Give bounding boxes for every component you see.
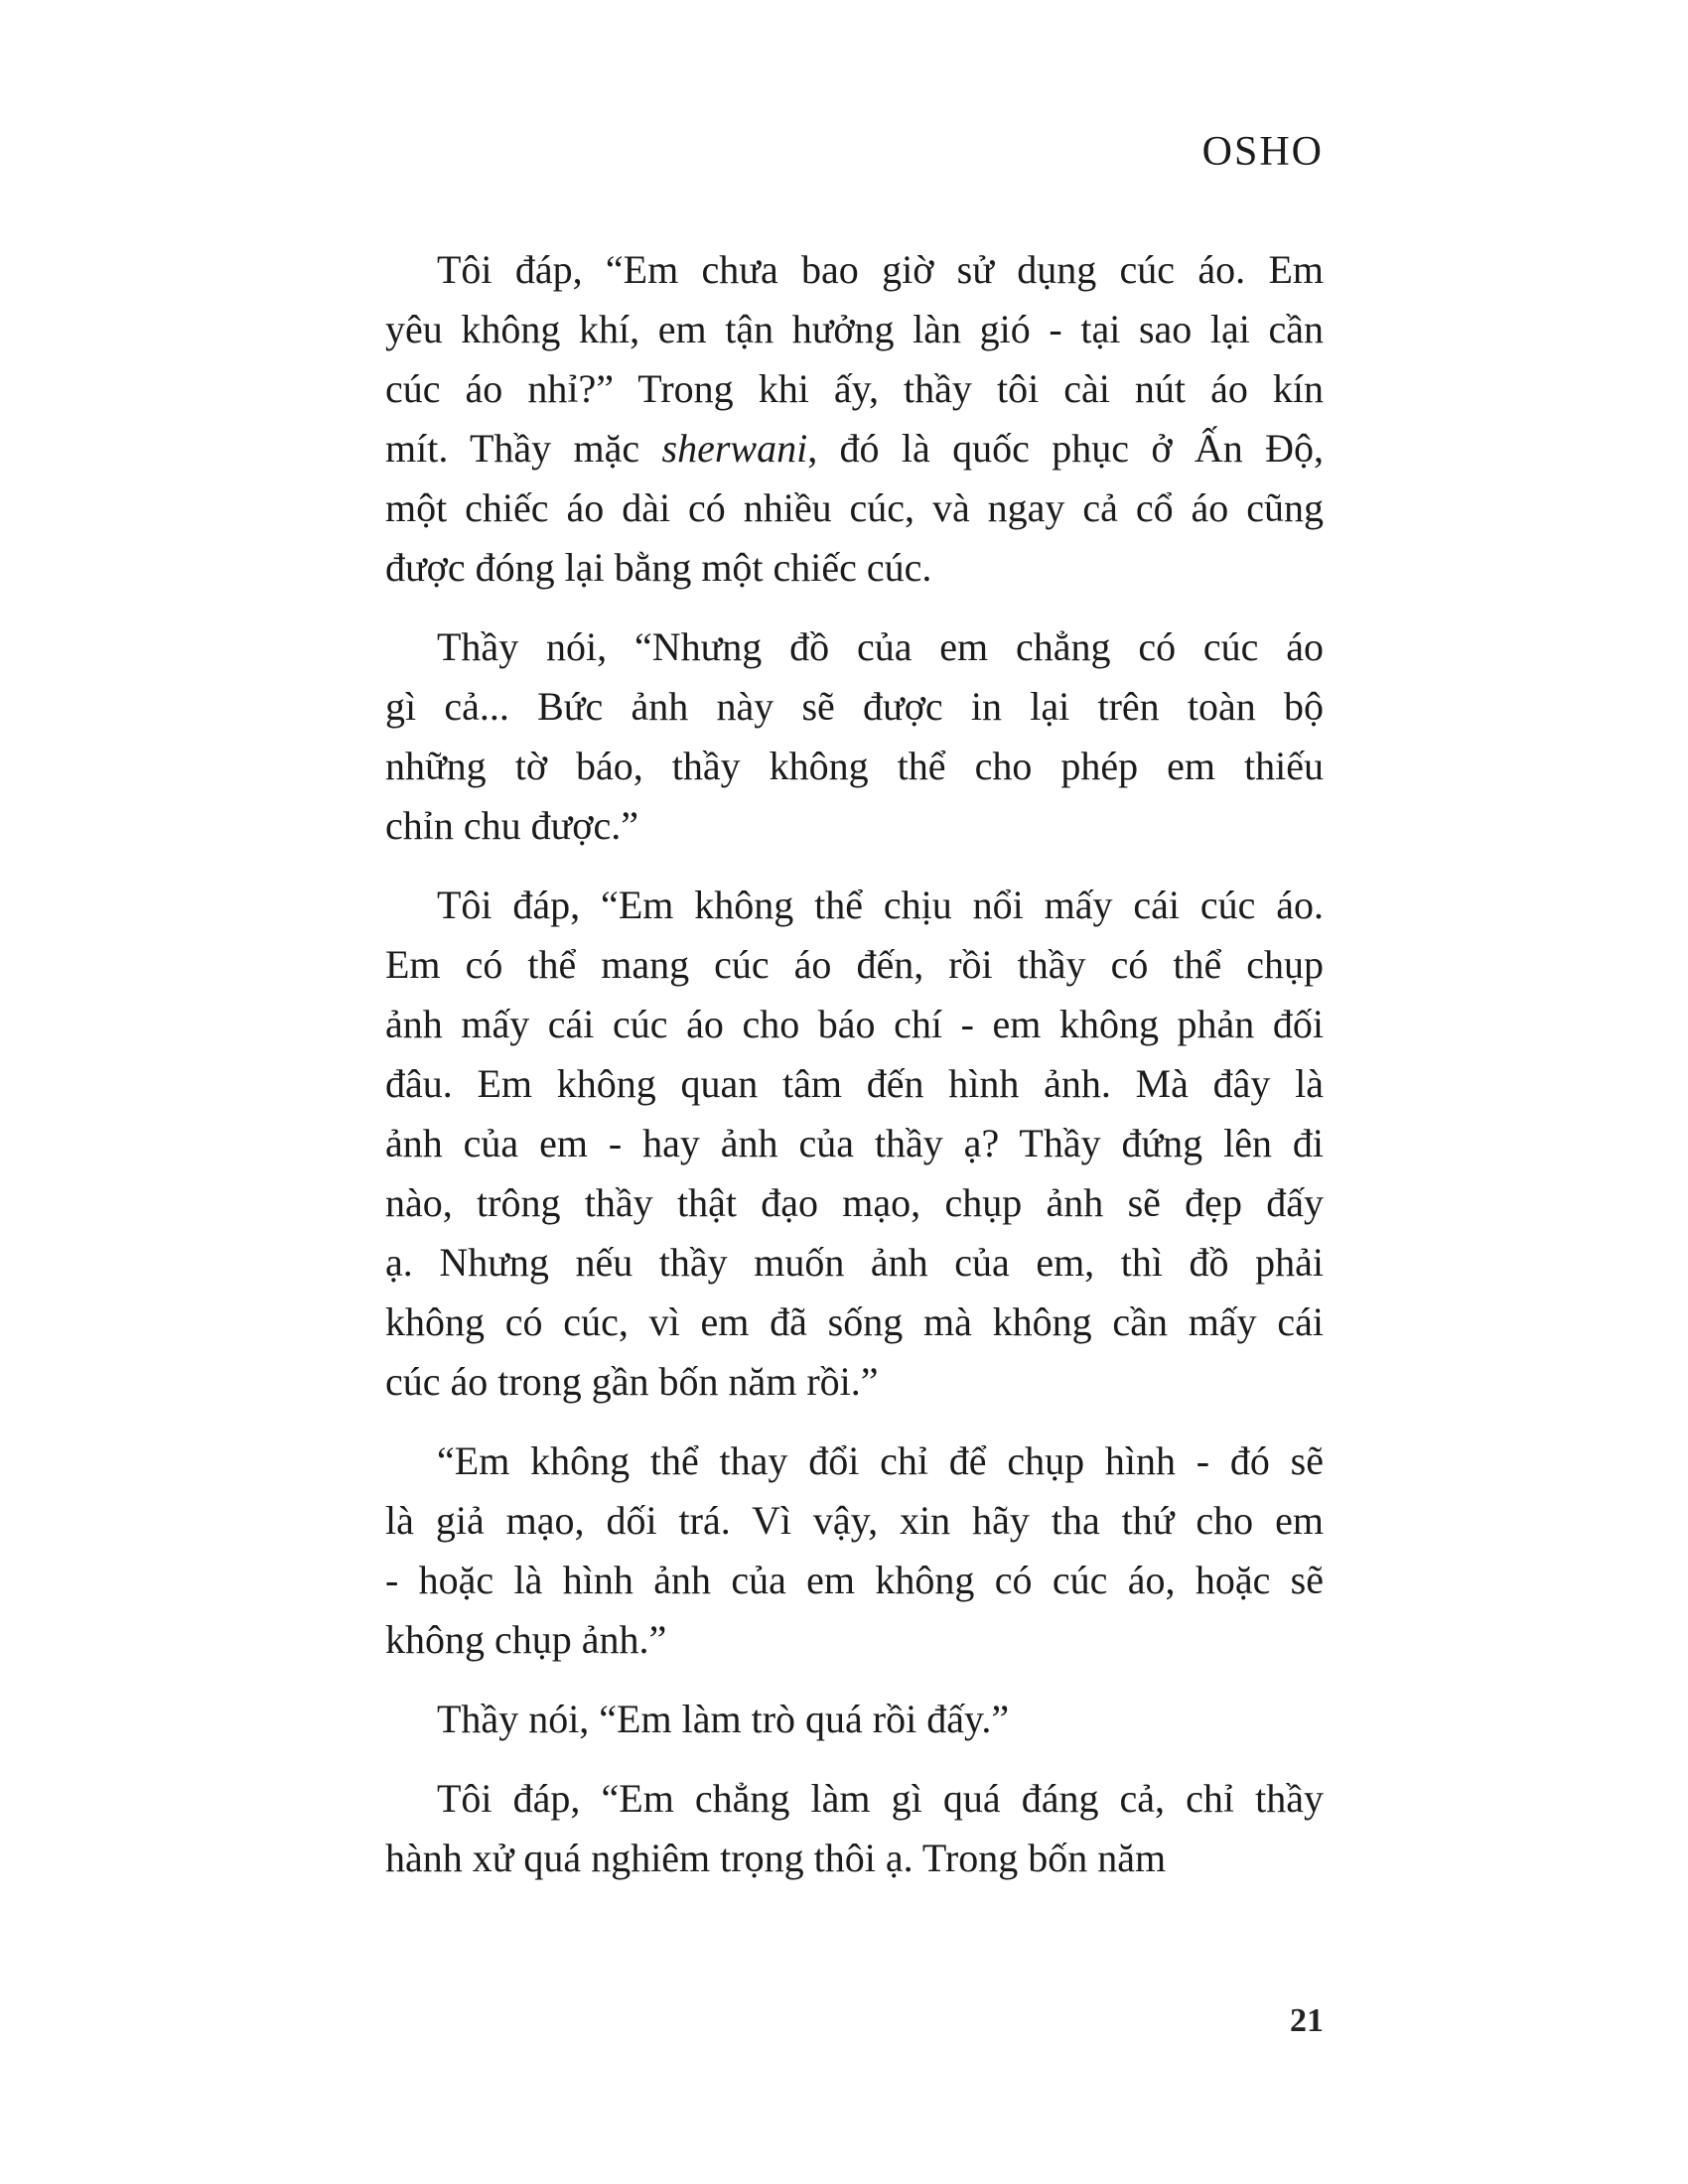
page-body xyxy=(385,240,1324,1888)
text-line: không có cúc, vì em đã sống mà không cần mấy cái xyxy=(385,1299,1324,1344)
text-line: “Em không thể thay đổi chỉ để chụp hình - đó sẽ xyxy=(437,1438,1324,1483)
text-line: cúc áo trong gần bốn năm rồi.” xyxy=(385,1359,879,1404)
text-line: - hoặc là hình ảnh của em không có cúc áo, hoặc sẽ xyxy=(385,1558,1324,1602)
text-line: gì cả... Bức ảnh này sẽ được in lại trên toàn bộ xyxy=(385,684,1324,729)
text-line: một chiếc áo dài có nhiều cúc, và ngay cả cổ áo cũng xyxy=(385,485,1324,530)
paragraph xyxy=(385,240,1324,598)
text-line: hành xử quá nghiêm trọng thôi ạ. Trong bốn năm xyxy=(385,1836,1167,1880)
italic-term: sherwani xyxy=(661,426,808,471)
paragraph xyxy=(385,1432,1324,1670)
running-head: OSHO xyxy=(1201,129,1324,175)
text-line: Tôi đáp, “Em chẳng làm gì quá đáng cả, chỉ thầy xyxy=(437,1776,1324,1821)
text-line: Thầy nói, “Nhưng đồ của em chẳng có cúc áo xyxy=(437,624,1324,669)
text-line: được đóng lại bằng một chiếc cúc. xyxy=(385,545,932,590)
text-line: yêu không khí, em tận hưởng làn gió - tại sao lại cần xyxy=(385,307,1324,351)
text-line: là giả mạo, dối trá. Vì vậy, xin hãy tha thứ cho em xyxy=(385,1498,1324,1543)
text-line: những tờ báo, thầy không thể cho phép em thiếu xyxy=(385,744,1324,788)
text-line: cúc áo nhỉ?” Trong khi ấy, thầy tôi cài nút áo kín xyxy=(385,366,1324,411)
text-line: Thầy nói, “Em làm trò quá rồi đấy.” xyxy=(437,1697,1010,1741)
paragraph xyxy=(385,1690,1324,1749)
text-line: Tôi đáp, “Em không thể chịu nổi mấy cái cúc áo. xyxy=(437,883,1324,927)
text-line: đâu. Em không quan tâm đến hình ảnh. Mà đây là xyxy=(385,1061,1324,1106)
page-number: 21 xyxy=(1290,2002,1324,2039)
text-line: chỉn chu được.” xyxy=(385,803,638,848)
text-line: không chụp ảnh.” xyxy=(385,1617,667,1662)
paragraph xyxy=(385,617,1324,856)
text-line: Tôi đáp, “Em chưa bao giờ sử dụng cúc áo. Em xyxy=(437,247,1324,292)
paragraph xyxy=(385,876,1324,1412)
paragraph xyxy=(385,1769,1324,1888)
text-line: ảnh mấy cái cúc áo cho báo chí - em không phản đối xyxy=(385,1002,1324,1046)
text-line: ạ. Nhưng nếu thầy muốn ảnh của em, thì đồ phải xyxy=(385,1240,1324,1285)
text-line: ảnh của em - hay ảnh của thầy ạ? Thầy đứng lên đi xyxy=(385,1121,1324,1165)
text-line: Em có thể mang cúc áo đến, rồi thầy có thể chụp xyxy=(385,942,1324,987)
text-line: mít. Thầy mặc sherwani, đó là quốc phục ở Ấn Độ, xyxy=(385,426,1324,471)
text-line: nào, trông thầy thật đạo mạo, chụp ảnh sẽ đẹp đấy xyxy=(385,1180,1324,1225)
